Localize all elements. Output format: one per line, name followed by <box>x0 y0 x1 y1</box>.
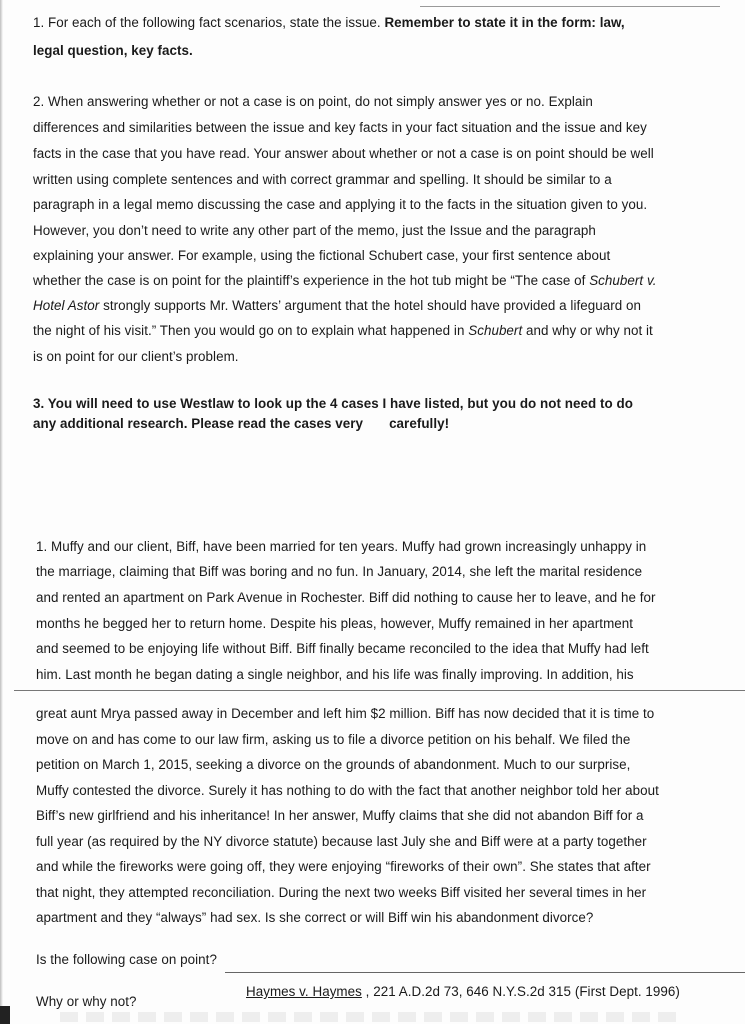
case-name-schubert-2: Schubert <box>468 323 523 338</box>
instruction-1-line-2: legal question, key facts. <box>33 43 193 58</box>
scenario-line-14: that night, they attempted reconciliation. During the next two weeks Biff visited her several times in her <box>36 885 647 900</box>
instruction-3-line-1: 3. You will need to use Westlaw to look up the 4 cases I have listed, but you do not need to do <box>33 396 633 411</box>
scenario-line-9: petition on March 1, 2015, seeking a divorce on the grounds of abandonment. Much to our surprise, <box>36 757 631 772</box>
instruction-2-line-9-text: strongly supports Mr. Watters’ argument that the hotel should have provided a lifeguard on <box>99 298 642 313</box>
instruction-3-line-2 <box>33 416 449 432</box>
question-why: Why or why not? <box>36 994 137 1009</box>
instruction-1-text: 1. For each of the following fact scenarios, state the issue. <box>33 15 385 30</box>
instruction-1-line-1 <box>33 15 625 31</box>
citation-top-rule <box>225 972 745 973</box>
scenario-line-12: full year (as required by the NY divorce statute) because last July she and Biff were at a party together <box>36 834 647 849</box>
scan-binding-mark <box>0 1006 10 1024</box>
instruction-2-line-1: 2. When answering whether or not a case is on point, do not simply answer yes or no. Explain <box>33 94 593 109</box>
scenario-line-1: 1. Muffy and our client, Biff, have been married for ten years. Muffy had grown increasingly unhappy in <box>36 539 647 554</box>
scenario-line-3: and rented an apartment on Park Avenue in Rochester. Biff did nothing to cause her to leave, and he for <box>36 590 656 605</box>
scan-edge-shadow <box>0 0 3 1024</box>
scenario-line-11: Biff’s new girlfriend and his inheritance! In her answer, Muffy claims that she did not abandon Biff for a <box>36 808 644 823</box>
instruction-2-line-8-text: whether the case is on point for the plaintiff’s experience in the hot tub might be “The case of <box>33 273 590 288</box>
case-citation: , 221 A.D.2d 73, 646 N.Y.S.2d 315 (First Dept. 1996) <box>361 984 680 999</box>
instruction-2-line-7: explaining your answer. For example, using the fictional Schubert case, your first sentence about <box>33 248 611 263</box>
case-name-hotel-astor: Hotel Astor <box>33 298 100 313</box>
scenario-line-5: and seemed to be enjoying life without Biff. Biff finally became reconciled to the idea that Muffy had left <box>36 641 649 656</box>
instruction-2-line-3: facts in the case that you have read. Your answer about whether or not a case is on point should be well <box>33 146 654 161</box>
instruction-2-line-9 <box>33 298 641 314</box>
instruction-1-bold: Remember to state it in the form: law, <box>384 15 625 30</box>
case-name-haymes: Haymes v. Haymes <box>246 984 362 999</box>
scenario-line-7: great aunt Mrya passed away in December and left him $2 million. Biff has now decided that it is time to <box>36 706 655 721</box>
instruction-2-line-4: written using complete sentences and with correct grammar and spelling. It should be similar to a <box>33 172 612 187</box>
scenario-line-8: move on and has come to our law firm, asking us to file a divorce petition on his behalf. We filed the <box>36 732 631 747</box>
page-break-rule <box>14 690 745 691</box>
question-on-point: Is the following case on point? <box>36 952 217 967</box>
scenario-line-4: months he begged her to return home. Despite his pleas, however, Muffy remained in her apartment <box>36 616 634 631</box>
instruction-2-line-2: differences and similarities between the issue and key facts in your fact situation and the issue and key <box>33 120 647 135</box>
scenario-line-6: him. Last month he began dating a single neighbor, and his life was finally improving. In addition, his <box>36 667 634 682</box>
instruction-3-line-2b: carefully! <box>389 416 450 431</box>
instruction-2-line-11: is on point for our client’s problem. <box>33 349 239 364</box>
instruction-3-line-2a: any additional research. Please read the cases very <box>33 416 364 431</box>
instruction-2-line-8 <box>33 273 656 289</box>
instruction-2-line-10-post: and why or why not it <box>522 323 653 338</box>
top-scan-rule <box>420 6 720 7</box>
instruction-2-line-10 <box>33 323 653 339</box>
citation-line <box>246 984 680 1000</box>
instruction-2-line-5: paragraph in a legal memo discussing the case and applying it to the facts in the situation given to you. <box>33 197 648 212</box>
case-name-schubert-1: Schubert v. <box>589 273 657 288</box>
faint-bleed-through <box>60 1012 680 1022</box>
scenario-line-13: and while the fireworks were going off, they were enjoying “fireworks of their own”. She states that after <box>36 859 651 874</box>
instruction-2-line-6: However, you don’t need to write any other part of the memo, just the Issue and the paragraph <box>33 223 596 238</box>
instruction-2-line-10-pre: the night of his visit.” Then you would go on to explain what happened in <box>33 323 469 338</box>
scenario-line-15: apartment and they “always” had sex. Is she correct or will Biff win his abandonment divorce? <box>36 910 594 925</box>
scenario-line-10: Muffy contested the divorce. Surely it has nothing to do with the fact that another neighbor told her about <box>36 783 659 798</box>
scenario-line-2: the marriage, claiming that Biff was boring and no fun. In January, 2014, she left the marital residence <box>36 564 643 579</box>
